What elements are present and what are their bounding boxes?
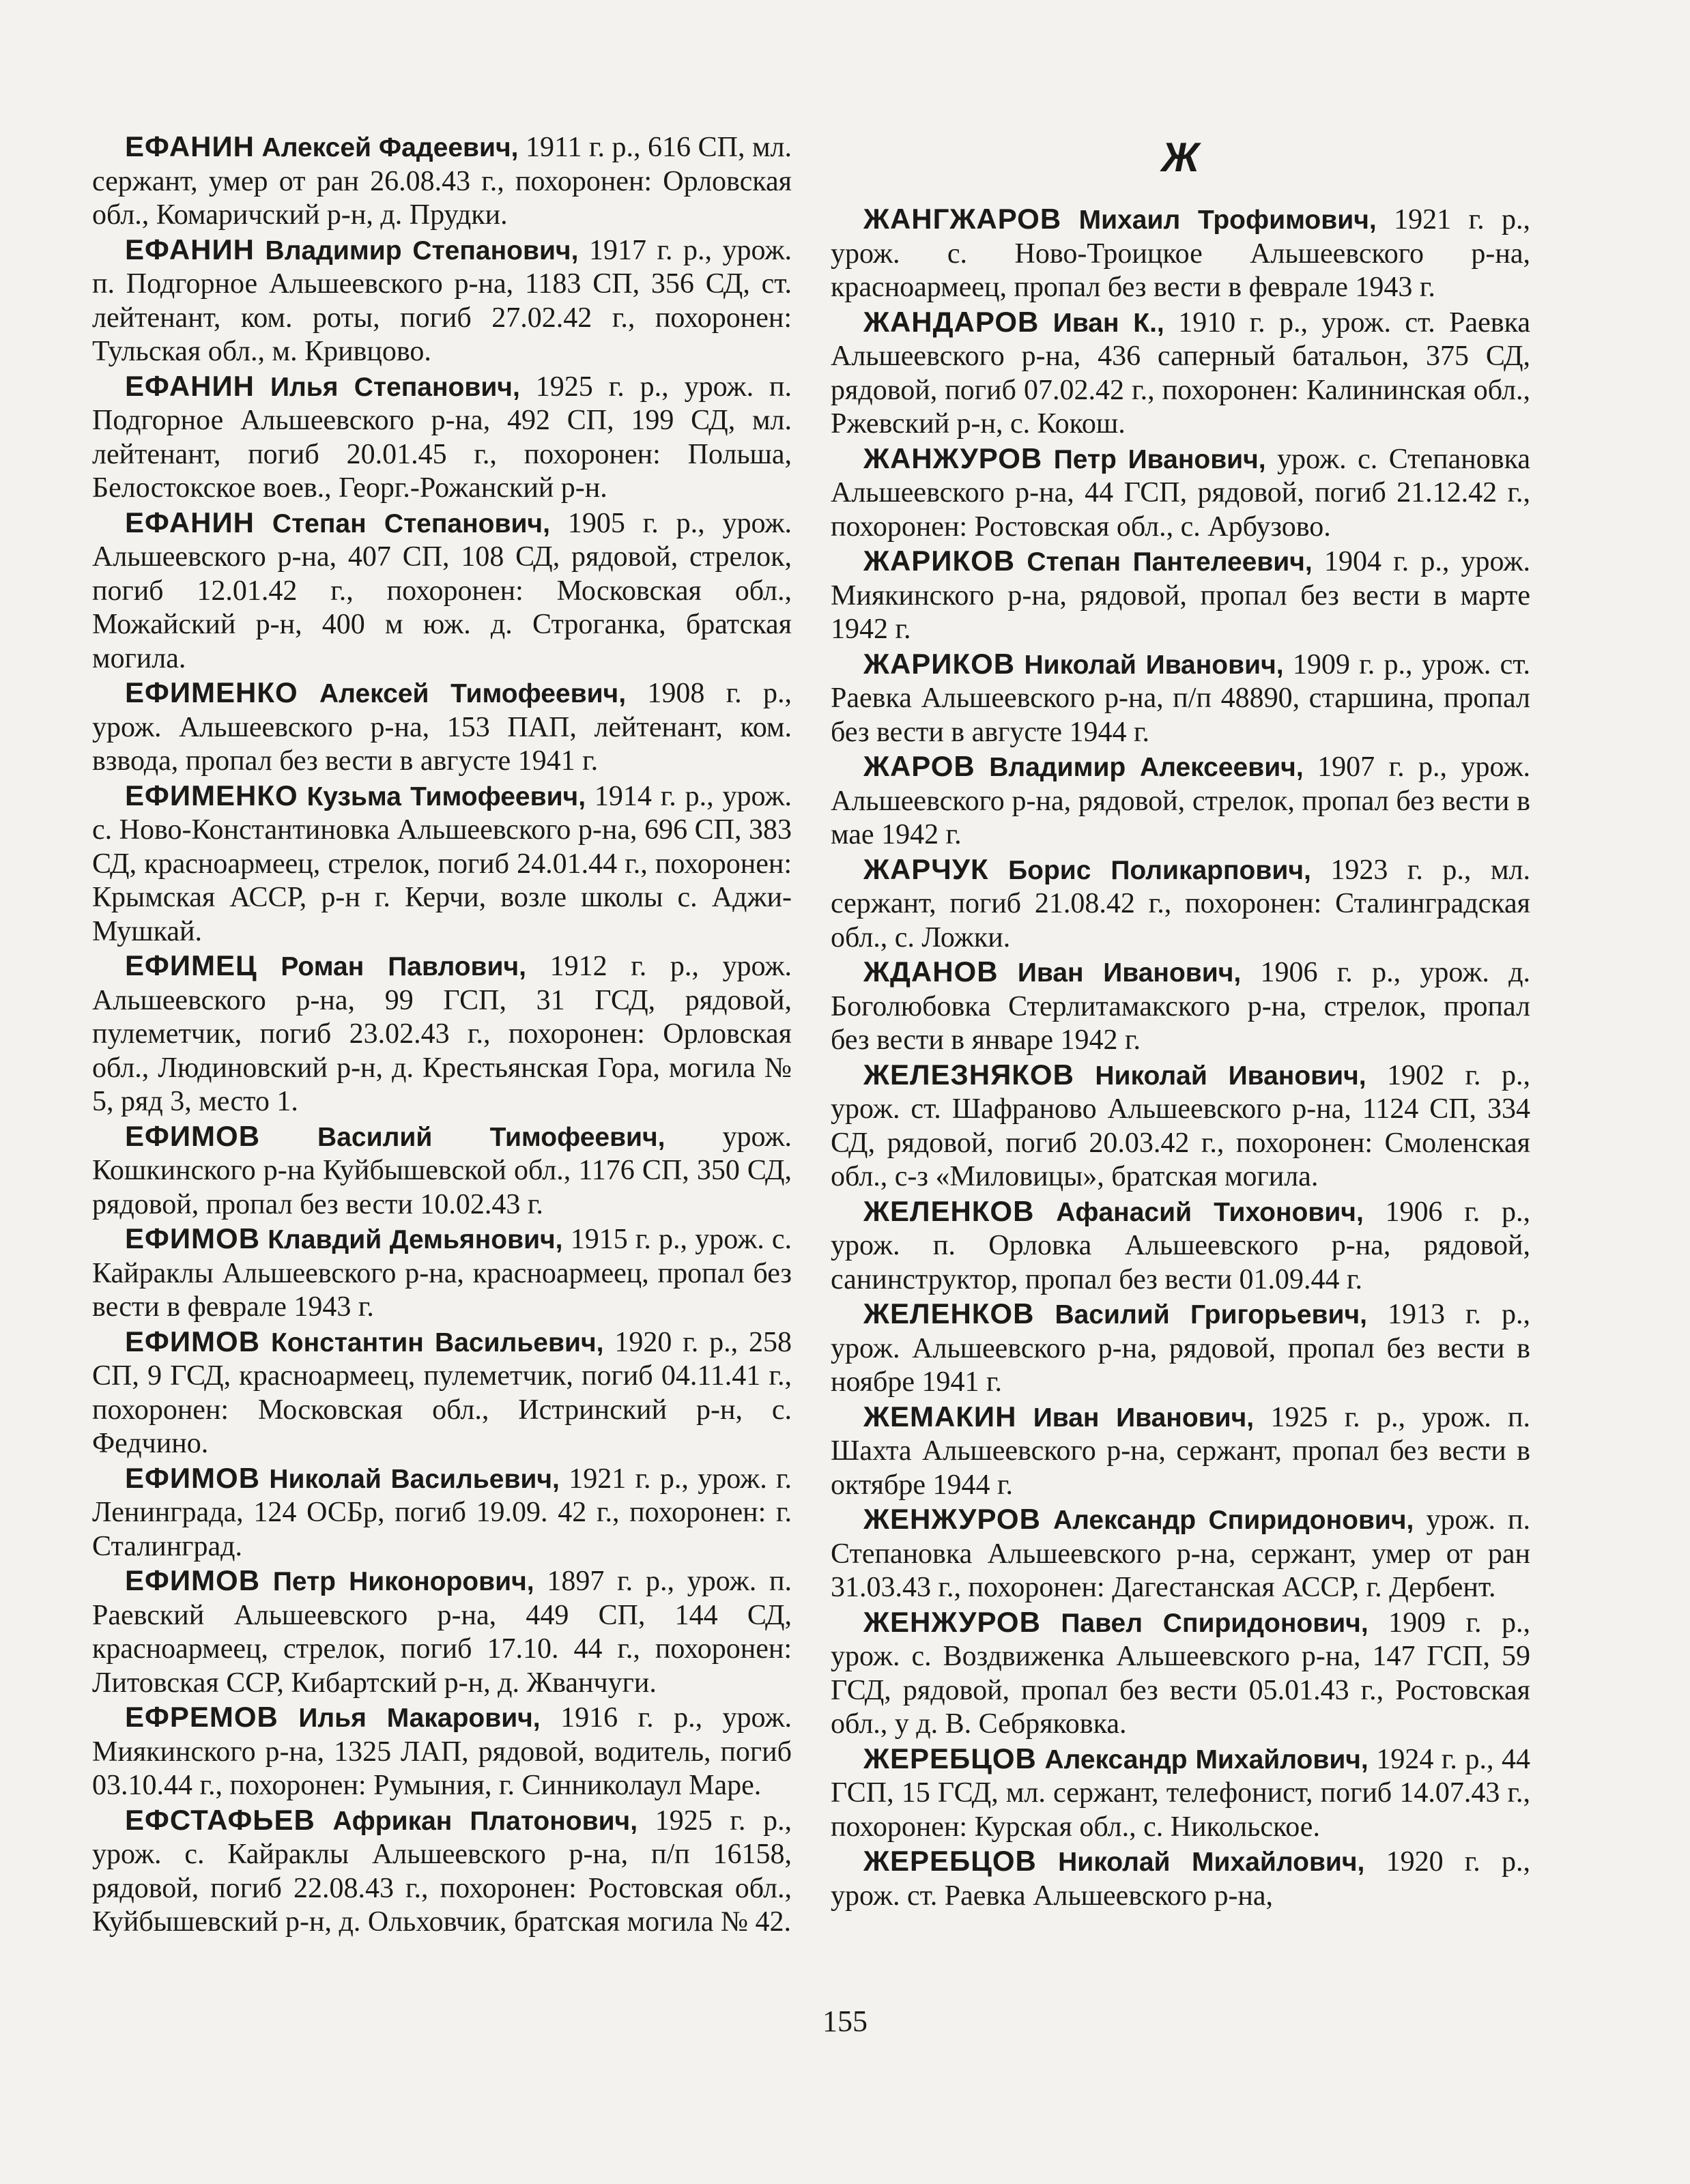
- right-column: [831, 134, 1530, 1913]
- entry: [831, 749, 1530, 852]
- entry-given-name: Николай Иванович,: [1024, 650, 1284, 680]
- entry-surname: ЖАНЖУРОВ: [863, 442, 1043, 474]
- entry-given-name: Степан Степанович,: [272, 508, 550, 538]
- page-number: 155: [822, 2005, 868, 2038]
- entry: [831, 1605, 1530, 1742]
- entry-given-name: Александр Михайлович,: [1044, 1744, 1369, 1774]
- entry-text: 1902 г. р., урож. ст. Шафраново Альшеевского р-на, 1124 СП, 334 СД, рядовой, погиб 20.03.42 г., похоронен: Смоленская обл., с-з «Миловицы», братская могила.: [831, 1059, 1531, 1192]
- entry-text: урож. с. Степановка Альшеевского р-на, 44 ГСП, рядовой, погиб 21.12.42 г., похоронен: Ростовская обл., с. Арбузово.: [831, 443, 1530, 543]
- entry: [92, 1564, 792, 1700]
- entry: [92, 676, 792, 779]
- entry-given-name: Василий Григорьевич,: [1055, 1300, 1367, 1330]
- entry: [831, 852, 1530, 956]
- entry-text: 1908 г. р., урож. Альшеевского р-на, 153 ПАП, лейтенант, ком. взвода, пропал без вести в августе 1941 г.: [92, 678, 792, 777]
- entry-surname: ЕФАНИН: [125, 233, 255, 265]
- entry-given-name: Степан Пантелеевич,: [1027, 547, 1313, 577]
- entry-text: урож. Кошкинского р-на Куйбышевской обл., 1176 СП, 350 СД, рядовой, пропал без вести 10.02.43 г.: [92, 1121, 792, 1220]
- entry: [831, 1502, 1530, 1605]
- entry-text: 1920 г. р., 258 СП, 9 ГСД, красноармеец, пулеметчик, погиб 04.11.41 г., похоронен: Московская обл., Истринский р-н, с. Федчино.: [92, 1326, 792, 1459]
- entry-given-name: Роман Павлович,: [281, 952, 526, 981]
- entry-surname: ЕФИМЕНКО: [125, 779, 298, 811]
- entry-surname: ЖЕЛЕНКОВ: [863, 1194, 1035, 1227]
- entry-given-name: Михаил Трофимович,: [1078, 205, 1377, 235]
- entry-text: 1904 г. р., урож. Миякинского р-на, рядовой, пропал без вести в марте 1942 г.: [831, 546, 1531, 645]
- entry-surname: ЕФИМОВ: [125, 1461, 261, 1494]
- entry-text: 1925 г. р., урож. с. Кайраклы Альшеевского р-на, п/п 16158, рядовой, погиб 22.08.43 г., похоронен: Ростовская обл., Куйбышевский р-н, д. Ольховчик, братская могила № 42.: [92, 1805, 792, 1938]
- entry: [831, 544, 1530, 647]
- entry-text: 1925 г. р., урож. п. Шахта Альшеевского р-на, сержант, пропал без вести в октябре 1944 г.: [831, 1401, 1531, 1501]
- entry-given-name: Африкан Платонович,: [332, 1806, 638, 1836]
- entry-surname: ЕФИМОВ: [125, 1325, 261, 1357]
- entry-text: 1913 г. р., урож. Альшеевского р-на, рядовой, пропал без вести в ноябре 1941 г.: [831, 1299, 1530, 1398]
- entry-surname: ЕФИМОВ: [125, 1119, 261, 1152]
- entry: [831, 647, 1530, 750]
- entry-text: 1910 г. р., урож. ст. Раевка Альшеевского р-на, 436 саперный батальон, 375 СД, рядовой, погиб 07.02.42 г., похоронен: Калининская обл., Ржевский р-н, с. Кокош.: [831, 306, 1531, 440]
- entry: [92, 779, 792, 949]
- entry-surname: ЖАНГЖАРОВ: [863, 203, 1062, 235]
- entry-given-name: Василий Тимофеевич,: [317, 1122, 665, 1152]
- entry-text: 1921 г. р., урож. г. Ленинграда, 124 ОСБр, погиб 19.09. 42 г., похоронен: г. Сталинград.: [92, 1463, 792, 1562]
- entry-given-name: Клавдий Демьянович,: [268, 1225, 563, 1254]
- entry-given-name: Николай Васильевич,: [269, 1464, 560, 1494]
- entry: [831, 442, 1530, 545]
- entry-surname: ЖЕЛЕЗНЯКОВ: [863, 1058, 1074, 1091]
- entry-surname: ЕФАНИН: [125, 506, 255, 538]
- entry-given-name: Иван К.,: [1052, 308, 1164, 338]
- entry-surname: ЖАРИКОВ: [863, 647, 1016, 680]
- entry-surname: ЖАРИКОВ: [863, 545, 1016, 577]
- entry-text: 1911 г. р., 616 СП, мл. сержант, умер от ран 26.08.43 г., похоронен: Орловская обл., Комаричский р-н, д. Прудки.: [92, 132, 792, 231]
- entry-surname: ЖЕРЕБЦОВ: [863, 1742, 1037, 1774]
- entry-text: 1909 г. р., урож. с. Воздвиженка Альшеевского р-на, 147 ГСП, 59 ГСД, рядовой, пропал без вести 05.01.43 г., Ростовская обл., у д. В. Себряковка.: [831, 1607, 1531, 1740]
- entry: [831, 1400, 1530, 1503]
- entry-text: 1905 г. р., урож. Альшеевского р-на, 407 СП, 108 СД, рядовой, стрелок, погиб 12.01.42 г., похоронен: Московская обл., Можайский р-н, 400 м юж. д. Строганка, братская могила.: [92, 507, 792, 674]
- entry-surname: ЖЕНЖУРОВ: [863, 1605, 1041, 1638]
- entry-text: 1906 г. р., урож. п. Орловка Альшеевского р-на, рядовой, санинструктор, пропал без вести 01.09.44 г.: [831, 1196, 1531, 1295]
- entry-text: урож. п. Степановка Альшеевского р-на, сержант, умер от ран 31.03.43 г., похоронен: Дагестанская АССР, г. Дербент.: [831, 1504, 1530, 1603]
- entry-given-name: Петр Никонорович,: [272, 1567, 534, 1596]
- entry: [92, 1461, 792, 1564]
- entry-surname: ЕФСТАФЬЕВ: [125, 1803, 315, 1836]
- entry: [92, 369, 792, 506]
- entry-surname: ЖДАНОВ: [863, 956, 999, 988]
- entry-text: 1909 г. р., урож. ст. Раевка Альшеевского р-на, п/п 48890, старшина, пропал без вести в августе 1944 г.: [831, 648, 1530, 748]
- entry-surname: ЕФИМЕЦ: [125, 949, 257, 981]
- entry-given-name: Кузьма Тимофеевич,: [306, 781, 586, 811]
- entry-text: 1914 г. р., урож. с. Ново-Константиновка Альшеевского р-на, 696 СП, 383 СД, красноармеец, стрелок, погиб 24.01.44 г., похоронен: Крымская АССР, р-н г. Керчи, возле школы с. Аджи-Мушкай.: [92, 780, 792, 947]
- entry: [831, 1742, 1530, 1845]
- entry: [831, 1844, 1530, 1913]
- entry-surname: ЕФРЕМОВ: [125, 1701, 278, 1733]
- entry-surname: ЕФИМЕНКО: [125, 676, 298, 708]
- entry-text: 1906 г. р., урож. д. Боголюбовка Стерлитамакского р-на, стрелок, пропал без вести в январе 1942 г.: [831, 957, 1531, 1056]
- entry-text: 1897 г. р., урож. п. Раевский Альшеевского р-на, 449 СП, 144 СД, красноармеец, стрелок, погиб 17.10. 44 г., похоронен: Литовская ССР, Кибартский р-н, д. Жванчуги.: [92, 1566, 792, 1699]
- entry-text: 1924 г. р., 44 ГСП, 15 ГСД, мл. сержант, телефонист, погиб 14.07.43 г., похоронен: Курская обл., с. Никольское.: [831, 1743, 1531, 1843]
- entry: [92, 1222, 792, 1325]
- left-column: [92, 130, 792, 1940]
- entry: [831, 1297, 1530, 1400]
- entry-text: 1916 г. р., урож. Миякинского р-на, 1325 ЛАП, рядовой, водитель, погиб 03.10.44 г., похоронен: Румыния, г. Синниколаул Маре.: [92, 1702, 792, 1801]
- entry: [92, 949, 792, 1119]
- entry-given-name: Николай Михайлович,: [1058, 1848, 1365, 1877]
- section-letter: Ж: [1161, 134, 1200, 180]
- entry-given-name: Николай Иванович,: [1095, 1061, 1366, 1091]
- entry-given-name: Борис Поликарпович,: [1008, 855, 1311, 885]
- entry: [92, 1700, 792, 1803]
- entry-surname: ЖАРЧУК: [863, 852, 989, 885]
- entry: [831, 1058, 1530, 1194]
- entry-text: 1912 г. р., урож. Альшеевского р-на, 99 ГСП, 31 ГСД, рядовой, пулеметчик, погиб 23.02.43 г., похоронен: Орловская обл., Людиновский р-н, д. Крестьянская Гора, могила № 5, ряд 3, место 1.: [92, 951, 792, 1117]
- entry: [831, 1194, 1530, 1297]
- entry-given-name: Константин Васильевич,: [270, 1327, 604, 1357]
- entry-given-name: Павел Спиридонович,: [1061, 1608, 1369, 1638]
- entry-given-name: Владимир Степанович,: [265, 235, 579, 265]
- entry-text: 1915 г. р., урож. с. Кайраклы Альшеевского р-на, красноармеец, пропал без вести в феврале 1943 г.: [92, 1224, 792, 1323]
- entry-text: 1925 г. р., урож. п. Подгорное Альшеевского р-на, 492 СП, 199 СД, мл. лейтенант, погиб 20.01.45 г., похоронен: Польша, Белостокское воев., Георг.-Рожанский р-н.: [92, 371, 792, 504]
- entry-given-name: Алексей Фадеевич,: [261, 133, 519, 162]
- entry-given-name: Александр Спиридонович,: [1052, 1506, 1414, 1535]
- entry: [92, 1325, 792, 1461]
- entry: [92, 233, 792, 369]
- entry: [92, 506, 792, 676]
- entry-surname: ЖАНДАРОВ: [863, 305, 1040, 338]
- entry-text: 1921 г. р., урож. с. Ново-Троицкое Альшеевского р-на, красноармеец, пропал без вести в феврале 1943 г.: [831, 204, 1531, 303]
- entry-text: 1923 г. р., мл. сержант, погиб 21.08.42 г., похоронен: Сталинградская обл., с. Ложки.: [831, 854, 1531, 953]
- entry: [831, 305, 1530, 442]
- entry-surname: ЖЕЛЕНКОВ: [863, 1297, 1035, 1330]
- entry: [92, 1803, 792, 1940]
- entry-surname: ЖЕРЕБЦОВ: [863, 1845, 1037, 1877]
- entry-surname: ЕФАНИН: [125, 130, 255, 162]
- entry-surname: ЖЕМАКИН: [863, 1400, 1017, 1433]
- entry-given-name: Владимир Алексеевич,: [989, 753, 1304, 782]
- entry: [831, 202, 1530, 305]
- entry-given-name: Илья Макарович,: [298, 1704, 541, 1733]
- entry-given-name: Петр Иванович,: [1053, 444, 1266, 474]
- entry-given-name: Иван Иванович,: [1033, 1403, 1255, 1433]
- entry-text: 1907 г. р., урож. Альшеевского р-на, рядовой, стрелок, пропал без вести в мае 1942 г.: [831, 751, 1531, 850]
- entry-given-name: Афанасий Тихонович,: [1056, 1197, 1364, 1227]
- entry-given-name: Алексей Тимофеевич,: [319, 679, 627, 708]
- entry-surname: ЖЕНЖУРОВ: [863, 1503, 1041, 1535]
- entry: [92, 130, 792, 233]
- entry: [92, 1119, 792, 1222]
- entry-given-name: Иван Иванович,: [1017, 958, 1242, 988]
- entry-surname: ЖАРОВ: [863, 750, 975, 782]
- entry-surname: ЕФИМОВ: [125, 1222, 261, 1254]
- entry-text: 1920 г. р., урож. ст. Раевка Альшеевского р-на,: [831, 1846, 1530, 1912]
- entry-text: 1917 г. р., урож. п. Подгорное Альшеевского р-на, 1183 СП, 356 СД, ст. лейтенант, ком. роты, погиб 27.02.42 г., похоронен: Тульская обл., м. Кривцово.: [92, 234, 792, 367]
- entry: [831, 955, 1530, 1058]
- entry-given-name: Илья Степанович,: [270, 372, 520, 402]
- entry-surname: ЕФАНИН: [125, 369, 255, 402]
- entry-surname: ЕФИМОВ: [125, 1564, 261, 1596]
